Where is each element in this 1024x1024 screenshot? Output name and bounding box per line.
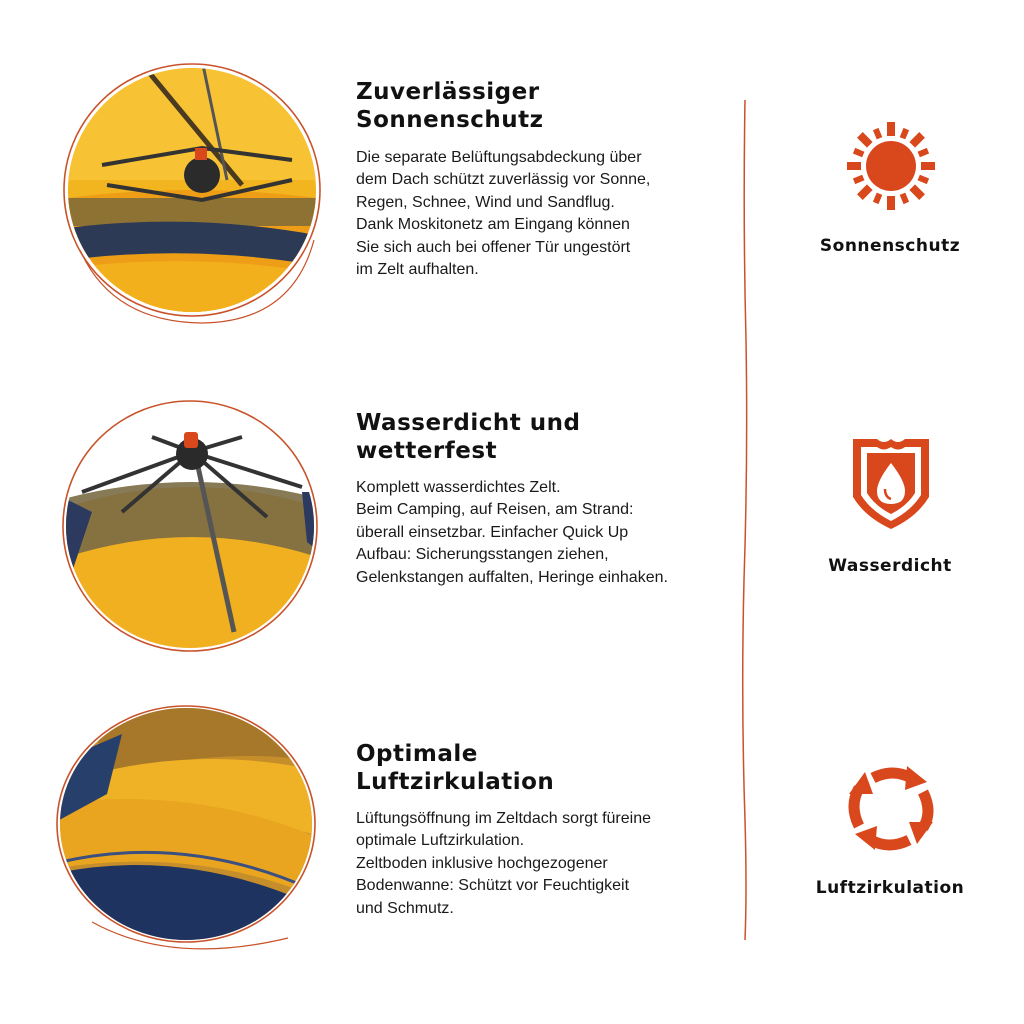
sun-icon	[845, 120, 937, 212]
vertical-divider	[738, 100, 752, 940]
section-3-description: Lüftungsöffnung im Zeltdach sorgt füreine optimale Luftzirkulation. Zeltboden inklusive hochgezogener Bodenwanne: Schützt vor Feuchtigkeit und Schmutz.	[356, 810, 651, 917]
tent-frame-photo	[52, 392, 332, 662]
tent-roof-photo	[52, 60, 332, 330]
section-1-heading: Zuverlässiger Sonnenschutz	[356, 79, 544, 133]
tent-floor-photo	[52, 704, 332, 974]
feature-label-luftzirkulation: Luftzirkulation	[815, 878, 965, 898]
section-2-heading: Wasserdicht und wetterfest	[356, 410, 581, 464]
water-shield-icon	[851, 435, 931, 533]
recycle-arrows-icon	[843, 760, 939, 856]
section-1-description: Die separate Belüftungsabdeckung über dem Dach schützt zuverlässig vor Sonne, Regen, Schnee, Wind und Sandflug. Dank Moskitonetz am Eingang können Sie sich auch bei offener Tür ungestört im Zelt aufhalten.	[356, 149, 651, 279]
section-3-heading: Optimale Luftzirkulation	[356, 741, 555, 795]
feature-label-wasserdicht: Wasserdicht	[828, 556, 952, 576]
feature-label-sonnenschutz: Sonnenschutz	[819, 236, 961, 256]
section-2-description: Komplett wasserdichtes Zelt. Beim Camping, auf Reisen, am Strand: überall einsetzbar. Einfacher Quick Up Aufbau: Sicherungsstangen ziehen, Gelenkstangen auffalten, Heringe einhaken.	[356, 479, 668, 586]
